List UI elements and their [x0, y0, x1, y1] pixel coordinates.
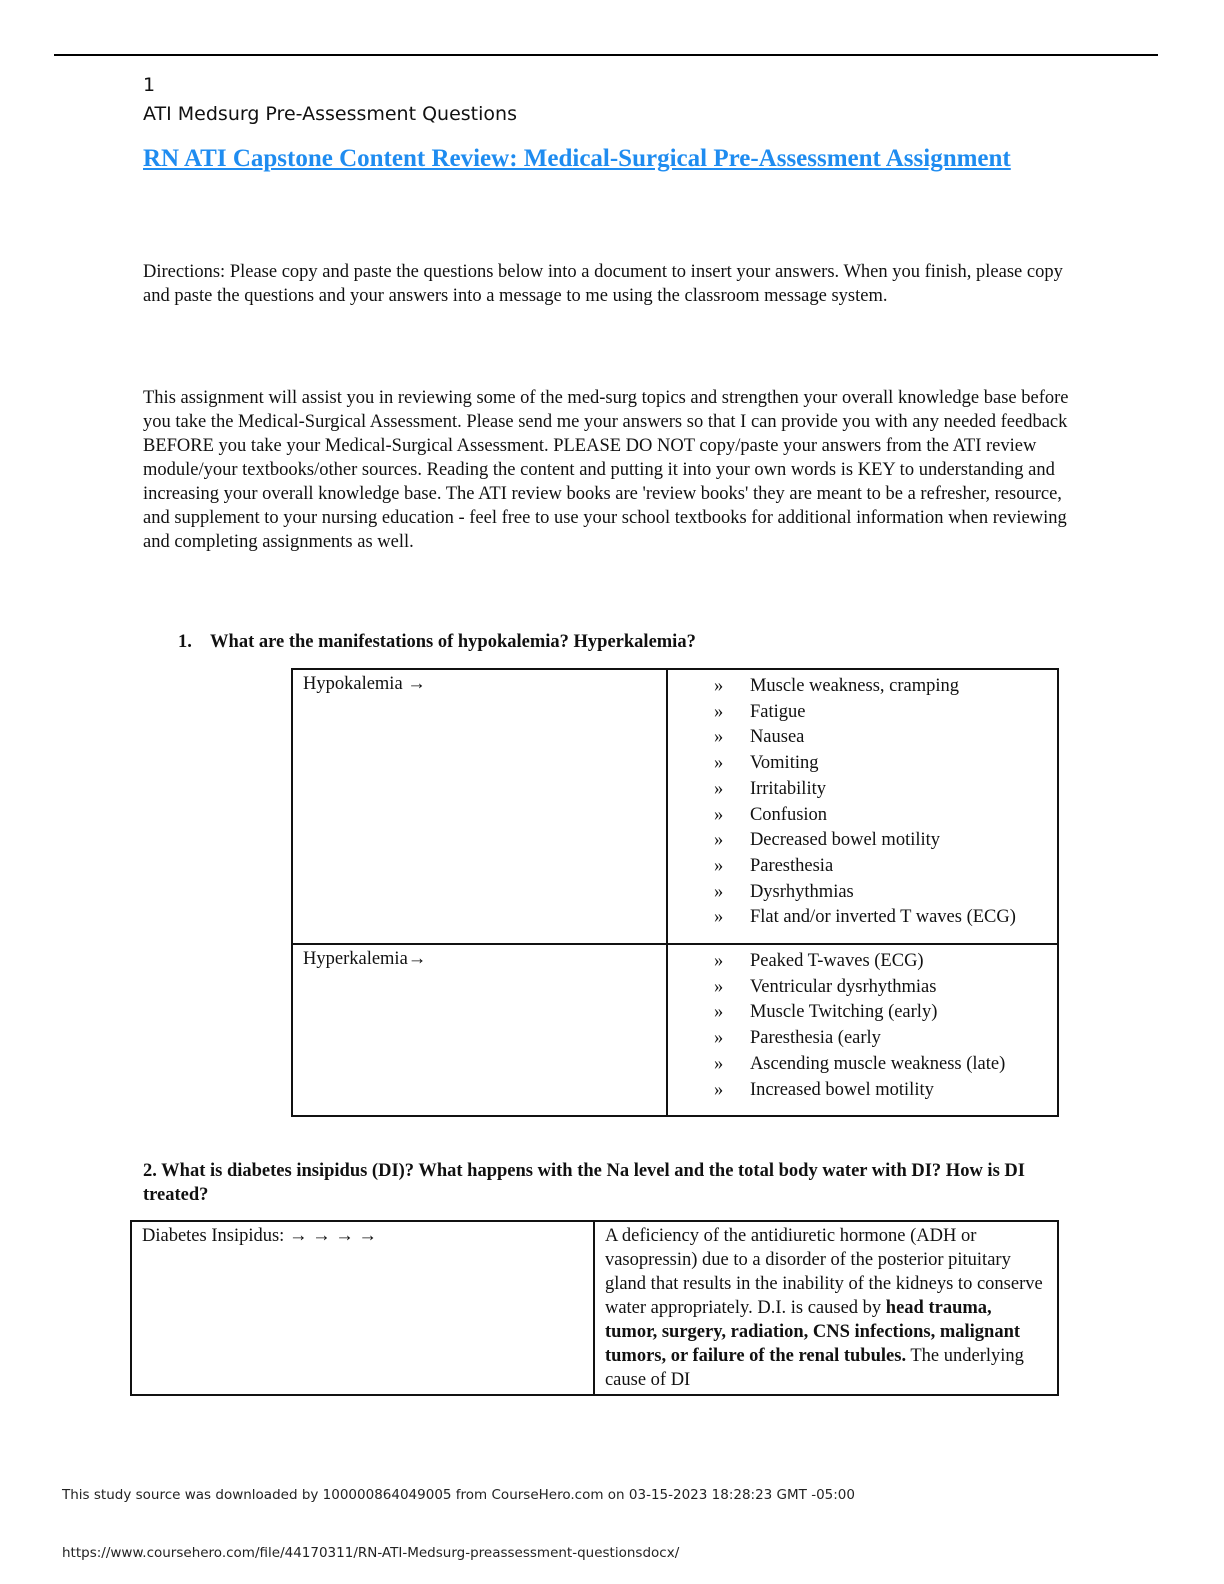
page-number: 1 — [143, 74, 156, 96]
header-rule — [54, 54, 1158, 56]
list-item — [668, 1000, 1057, 1026]
assignment-note-paragraph: This assignment will assist you in reviewing some of the med-surg topics and strengthen your overall knowledge base before you take the Medical-Surgical Assessment. Please send me your answers so that I can provide you with any needed feedback BEFORE you take your Medical-Surgical Assessment. PLEASE DO NOT copy/paste your answers from the ATI review module/your textbooks/other sources. Reading the content and putting it into your own words is KEY to understanding and increasing your overall knowledge base. The ATI review books are 'review books' they are meant to be a refresher, resource, and supplement to your nursing education - feel free to use your school textbooks for additional information when reviewing and completing assignments as well. — [143, 388, 1069, 552]
list-item-text: Confusion — [749, 804, 828, 825]
chevron-bullet-icon: » — [713, 778, 724, 799]
list-item-text: Ascending muscle weakness (late) — [749, 1053, 1006, 1074]
download-source-line: This study source was downloaded by 100000864049005 from CourseHero.com on 03-15-2023 18:28:23 GMT -05:00 — [62, 1487, 855, 1503]
chevron-bullet-icon: » — [713, 976, 724, 997]
chevron-bullet-icon: » — [713, 676, 724, 696]
chevron-bullet-icon: » — [713, 753, 724, 774]
table-row — [131, 1221, 1058, 1395]
list-item-text: Vomiting — [749, 753, 819, 774]
list-item-text: Flat and/or inverted T waves (ECG) — [749, 907, 1016, 928]
source-url[interactable]: https://www.coursehero.com/file/44170311/RN-ATI-Medsurg-preassessment-questionsdocx/ — [62, 1545, 680, 1561]
chevron-bullet-icon: » — [713, 1079, 724, 1100]
table-cell — [292, 669, 667, 944]
question-1-number: 1. — [178, 632, 192, 652]
list-item — [668, 1078, 1057, 1104]
list-item — [668, 751, 1057, 777]
list-item-text: Dysrhythmias — [749, 881, 854, 902]
list-item-text: Increased bowel motility — [749, 1079, 934, 1100]
list-item — [668, 828, 1057, 854]
table-cell — [667, 944, 1058, 1116]
table-row — [292, 669, 1058, 944]
chevron-bullet-icon: » — [713, 701, 724, 722]
list-item-text: Ventricular dysrhythmias — [749, 976, 937, 997]
table-cell — [292, 944, 667, 1116]
diabetes-insipidus-table — [130, 1220, 1059, 1396]
table-cell — [594, 1221, 1058, 1395]
list-item — [668, 949, 1057, 975]
potassium-table — [291, 668, 1059, 1117]
list-item — [668, 725, 1057, 751]
di-answer — [595, 1222, 1057, 1394]
chevron-bullet-icon: » — [713, 881, 724, 902]
question-1-heading — [178, 630, 696, 654]
chevron-bullet-icon: » — [713, 951, 724, 972]
chevron-bullet-icon: » — [713, 1002, 724, 1023]
hypokalemia-label: Hypokalemia → — [303, 674, 426, 694]
list-item — [668, 854, 1057, 880]
chevron-bullet-icon: » — [713, 907, 724, 928]
list-item-text: Muscle Twitching (early) — [749, 1002, 938, 1023]
chevron-bullet-icon: » — [713, 830, 724, 851]
list-item — [668, 1052, 1057, 1078]
list-item — [668, 880, 1057, 906]
di-answer-part2: The underlying cause of DI — [604, 1346, 1024, 1390]
list-item-text: Peaked T-waves (ECG) — [749, 951, 924, 972]
question-2-heading: 2. What is diabetes insipidus (DI)? What happens with the Na level and the total body water with DI? How is DI treated? — [143, 1161, 1025, 1205]
list-item-text: Fatigue — [749, 701, 806, 722]
list-item-text: Paresthesia (early — [749, 1028, 881, 1049]
chevron-bullet-icon: » — [713, 804, 724, 825]
di-label: Diabetes Insipidus: → → → → — [142, 1226, 377, 1246]
list-item — [668, 975, 1057, 1001]
directions-paragraph: Directions: Please copy and paste the questions below into a document to insert your answers. When you finish, please copy and paste the questions and your answers into a message to me using the classroom message system. — [143, 262, 1063, 306]
chevron-bullet-icon: » — [713, 727, 724, 748]
header-title: ATI Medsurg Pre-Assessment Questions — [143, 103, 517, 125]
list-item-text: Muscle weakness, cramping — [749, 676, 960, 696]
chevron-bullet-icon: » — [713, 1053, 724, 1074]
list-item-text: Irritability — [749, 778, 826, 799]
di-answer-causes: head trauma, tumor, surgery, radiation, CNS infections, malignant tumors, or failure of the renal tubules. — [604, 1298, 1021, 1366]
list-item — [668, 777, 1057, 803]
list-item-text: Nausea — [749, 727, 805, 748]
list-item-text: Decreased bowel motility — [749, 830, 941, 851]
list-item-text: Paresthesia — [749, 855, 834, 876]
document-title-link[interactable]: RN ATI Capstone Content Review: Medical-Surgical Pre-Assessment Assignment — [143, 145, 1011, 172]
table-row — [292, 944, 1058, 1116]
hyperkalemia-label: Hyperkalemia→ — [303, 949, 427, 970]
hyperkalemia-list — [668, 945, 1057, 1115]
di-answer-part1: A deficiency of the antidiuretic hormone (ADH or vasopressin) due to a disorder of the posterior pituitary gland that results in the inability of the kidneys to conserve water appropriately. D.I. is caused by — [604, 1226, 1043, 1318]
list-item — [668, 700, 1057, 726]
list-item — [668, 1026, 1057, 1052]
chevron-bullet-icon: » — [713, 855, 724, 876]
chevron-bullet-icon: » — [713, 1028, 724, 1049]
list-item — [668, 905, 1057, 931]
table-cell — [131, 1221, 594, 1395]
table-cell — [667, 669, 1058, 944]
hypokalemia-list — [668, 670, 1057, 943]
question-1-text: What are the manifestations of hypokalemia? Hyperkalemia? — [210, 632, 696, 652]
list-item — [668, 674, 1057, 700]
list-item — [668, 803, 1057, 829]
